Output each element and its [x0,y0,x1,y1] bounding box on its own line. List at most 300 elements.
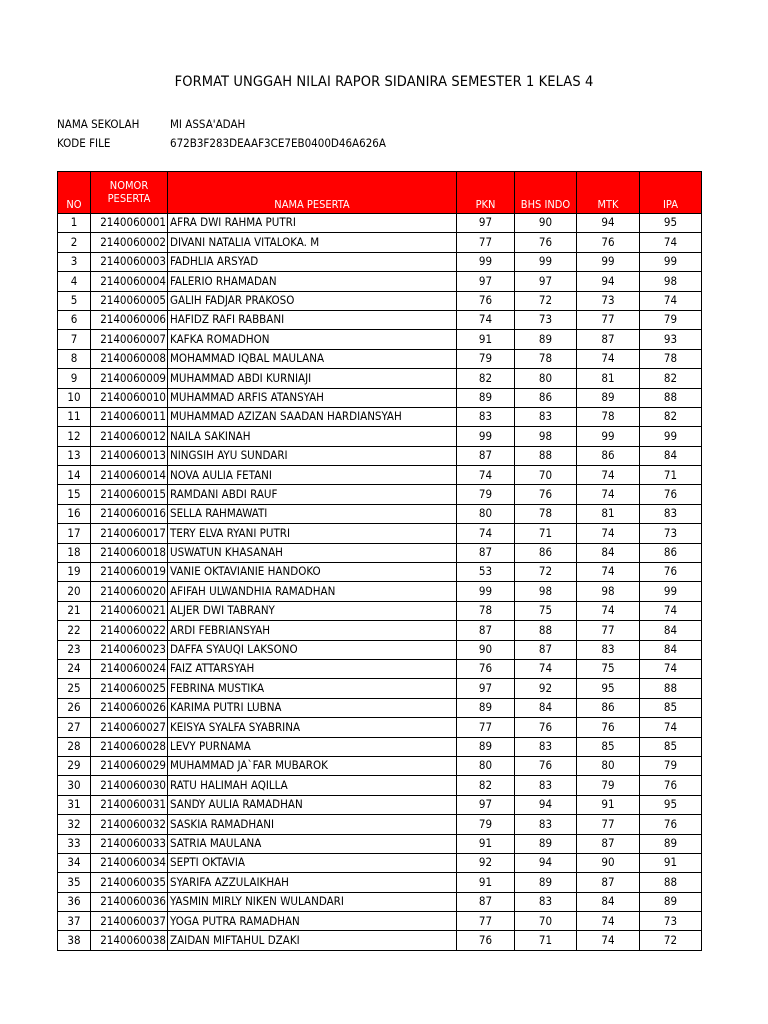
cell-mtk: 95 [577,679,640,698]
cell-pkn: 89 [457,698,515,717]
table-row [58,756,702,775]
cell-nama-peserta: MUHAMMAD ARFIS ATANSYAH [168,388,457,407]
cell-ipa: 99 [640,582,702,601]
cell-nomor-peserta: 2140060036 [91,892,168,911]
cell-ipa: 89 [640,834,702,853]
cell-mtk: 78 [577,407,640,426]
cell-no: 9 [58,369,91,388]
cell-no: 23 [58,640,91,659]
cell-nama-peserta: TERY ELVA RYANI PUTRI [168,524,457,543]
cell-nomor-peserta: 2140060031 [91,795,168,814]
cell-nomor-peserta: 2140060010 [91,388,168,407]
cell-nama-peserta: DIVANI NATALIA VITALOKA. M [168,233,457,252]
cell-pkn: 99 [457,582,515,601]
cell-no: 15 [58,485,91,504]
table-row [58,737,702,756]
cell-ipa: 93 [640,330,702,349]
cell-bhs-indo: 71 [515,931,577,950]
table-row [58,543,702,562]
cell-nama-peserta: KAFKA ROMADHON [168,330,457,349]
cell-ipa: 76 [640,485,702,504]
table-row [58,466,702,485]
table-row [58,659,702,678]
cell-pkn: 82 [457,369,515,388]
cell-nomor-peserta: 2140060004 [91,272,168,291]
cell-bhs-indo: 83 [515,776,577,795]
cell-no: 32 [58,815,91,834]
table-row [58,310,702,329]
cell-no: 38 [58,931,91,950]
cell-nomor-peserta: 2140060023 [91,640,168,659]
cell-bhs-indo: 83 [515,737,577,756]
cell-no: 16 [58,504,91,523]
cell-mtk: 91 [577,795,640,814]
cell-mtk: 80 [577,756,640,775]
cell-pkn: 87 [457,621,515,640]
cell-pkn: 79 [457,485,515,504]
cell-bhs-indo: 88 [515,446,577,465]
cell-nomor-peserta: 2140060001 [91,214,168,233]
cell-ipa: 88 [640,679,702,698]
cell-pkn: 97 [457,272,515,291]
cell-nama-peserta: LEVY PURNAMA [168,737,457,756]
cell-mtk: 77 [577,815,640,834]
cell-nama-peserta: DAFFA SYAUQI LAKSONO [168,640,457,659]
cell-mtk: 74 [577,485,640,504]
school-value: MI ASSA'ADAH [170,117,246,131]
cell-ipa: 74 [640,659,702,678]
cell-mtk: 73 [577,291,640,310]
cell-bhs-indo: 97 [515,272,577,291]
cell-nomor-peserta: 2140060025 [91,679,168,698]
table-row [58,698,702,717]
cell-no: 36 [58,892,91,911]
cell-nomor-peserta: 2140060030 [91,776,168,795]
cell-ipa: 82 [640,369,702,388]
cell-ipa: 85 [640,698,702,717]
table-row [58,582,702,601]
file-code-info [57,136,386,150]
file-code-value: 672B3F283DEAAF3CE7EB0400D46A626A [170,136,386,150]
cell-nama-peserta: FALERIO RHAMADAN [168,272,457,291]
cell-no: 33 [58,834,91,853]
cell-nomor-peserta: 2140060035 [91,873,168,892]
cell-nama-peserta: MUHAMMAD AZIZAN SAADAN HARDIANSYAH [168,407,457,426]
cell-ipa: 74 [640,718,702,737]
cell-pkn: 53 [457,563,515,582]
cell-bhs-indo: 70 [515,912,577,931]
cell-nama-peserta: ALJER DWI TABRANY [168,601,457,620]
cell-bhs-indo: 88 [515,621,577,640]
cell-mtk: 86 [577,446,640,465]
cell-bhs-indo: 89 [515,330,577,349]
table-row [58,679,702,698]
cell-bhs-indo: 86 [515,388,577,407]
cell-no: 34 [58,853,91,872]
cell-pkn: 79 [457,349,515,368]
cell-nama-peserta: RATU HALIMAH AQILLA [168,776,457,795]
cell-pkn: 89 [457,737,515,756]
cell-nomor-peserta: 2140060019 [91,563,168,582]
cell-mtk: 84 [577,543,640,562]
cell-no: 10 [58,388,91,407]
cell-ipa: 95 [640,795,702,814]
header-nomor-line1: NOMOR [109,178,149,192]
cell-nama-peserta: MUHAMMAD ABDI KURNIAJI [168,369,457,388]
cell-bhs-indo: 80 [515,369,577,388]
cell-ipa: 84 [640,446,702,465]
cell-nomor-peserta: 2140060015 [91,485,168,504]
cell-bhs-indo: 72 [515,563,577,582]
cell-ipa: 74 [640,233,702,252]
cell-bhs-indo: 94 [515,853,577,872]
cell-nama-peserta: FEBRINA MUSTIKA [168,679,457,698]
cell-pkn: 92 [457,853,515,872]
table-row [58,446,702,465]
cell-nama-peserta: SANDY AULIA RAMADHAN [168,795,457,814]
cell-pkn: 79 [457,815,515,834]
cell-pkn: 91 [457,834,515,853]
cell-pkn: 80 [457,504,515,523]
cell-nama-peserta: GALIH FADJAR PRAKOSO [168,291,457,310]
cell-ipa: 78 [640,349,702,368]
cell-pkn: 74 [457,466,515,485]
cell-mtk: 87 [577,834,640,853]
cell-no: 6 [58,310,91,329]
cell-pkn: 74 [457,310,515,329]
cell-no: 26 [58,698,91,717]
cell-ipa: 76 [640,776,702,795]
cell-ipa: 73 [640,524,702,543]
table-row [58,504,702,523]
cell-mtk: 89 [577,388,640,407]
table-row [58,621,702,640]
cell-ipa: 89 [640,892,702,911]
table-row [58,524,702,543]
cell-bhs-indo: 84 [515,698,577,717]
cell-bhs-indo: 83 [515,407,577,426]
cell-no: 13 [58,446,91,465]
cell-mtk: 74 [577,524,640,543]
cell-no: 29 [58,756,91,775]
cell-nomor-peserta: 2140060022 [91,621,168,640]
table-row [58,873,702,892]
cell-mtk: 76 [577,233,640,252]
cell-bhs-indo: 99 [515,252,577,271]
school-label: NAMA SEKOLAH [57,117,140,131]
cell-nomor-peserta: 2140060038 [91,931,168,950]
table-row [58,601,702,620]
cell-no: 3 [58,252,91,271]
cell-bhs-indo: 75 [515,601,577,620]
page-title: FORMAT UNGGAH NILAI RAPOR SIDANIRA SEMESTER 1 KELAS 4 [174,74,594,90]
cell-nomor-peserta: 2140060012 [91,427,168,446]
cell-nama-peserta: ARDI FEBRIANSYAH [168,621,457,640]
table-row [58,272,702,291]
table-row [58,834,702,853]
cell-pkn: 77 [457,718,515,737]
cell-mtk: 77 [577,621,640,640]
cell-ipa: 79 [640,310,702,329]
cell-no: 11 [58,407,91,426]
cell-bhs-indo: 98 [515,427,577,446]
cell-bhs-indo: 70 [515,466,577,485]
cell-bhs-indo: 78 [515,504,577,523]
cell-bhs-indo: 86 [515,543,577,562]
table-row [58,407,702,426]
cell-ipa: 76 [640,815,702,834]
table-row [58,640,702,659]
table-row [58,388,702,407]
cell-ipa: 83 [640,504,702,523]
cell-bhs-indo: 94 [515,795,577,814]
cell-no: 37 [58,912,91,931]
cell-no: 8 [58,349,91,368]
cell-nomor-peserta: 2140060007 [91,330,168,349]
table-row [58,815,702,834]
cell-mtk: 99 [577,427,640,446]
cell-bhs-indo: 98 [515,582,577,601]
cell-ipa: 86 [640,543,702,562]
cell-ipa: 72 [640,931,702,950]
cell-bhs-indo: 72 [515,291,577,310]
cell-nomor-peserta: 2140060024 [91,659,168,678]
cell-nomor-peserta: 2140060017 [91,524,168,543]
cell-nama-peserta: ZAIDAN MIFTAHUL DZAKI [168,931,457,950]
table-row [58,349,702,368]
cell-ipa: 76 [640,563,702,582]
cell-mtk: 85 [577,737,640,756]
cell-ipa: 99 [640,427,702,446]
table-row [58,718,702,737]
cell-no: 12 [58,427,91,446]
table-row [58,485,702,504]
cell-mtk: 87 [577,873,640,892]
cell-nomor-peserta: 2140060026 [91,698,168,717]
school-info [57,117,245,131]
cell-nomor-peserta: 2140060037 [91,912,168,931]
cell-mtk: 74 [577,563,640,582]
cell-no: 14 [58,466,91,485]
header-nama-peserta: NAMA PESERTA [168,172,457,214]
table-row [58,330,702,349]
cell-nomor-peserta: 2140060006 [91,310,168,329]
cell-pkn: 76 [457,931,515,950]
cell-no: 27 [58,718,91,737]
cell-nama-peserta: RAMDANI ABDI RAUF [168,485,457,504]
cell-ipa: 95 [640,214,702,233]
cell-pkn: 87 [457,446,515,465]
cell-mtk: 75 [577,659,640,678]
grades-table [57,171,702,951]
cell-pkn: 76 [457,659,515,678]
cell-nama-peserta: MOHAMMAD IQBAL MAULANA [168,349,457,368]
cell-mtk: 74 [577,466,640,485]
cell-pkn: 99 [457,427,515,446]
cell-nama-peserta: NINGSIH AYU SUNDARI [168,446,457,465]
table-row [58,892,702,911]
cell-mtk: 86 [577,698,640,717]
table-row [58,853,702,872]
cell-mtk: 94 [577,214,640,233]
cell-bhs-indo: 76 [515,485,577,504]
cell-nama-peserta: HAFIDZ RAFI RABBANI [168,310,457,329]
cell-nomor-peserta: 2140060016 [91,504,168,523]
cell-no: 1 [58,214,91,233]
cell-nomor-peserta: 2140060021 [91,601,168,620]
cell-bhs-indo: 76 [515,756,577,775]
cell-ipa: 84 [640,640,702,659]
cell-ipa: 84 [640,621,702,640]
cell-no: 2 [58,233,91,252]
cell-nomor-peserta: 2140060033 [91,834,168,853]
cell-nama-peserta: USWATUN KHASANAH [168,543,457,562]
cell-nama-peserta: AFRA DWI RAHMA PUTRI [168,214,457,233]
cell-bhs-indo: 78 [515,349,577,368]
cell-bhs-indo: 83 [515,815,577,834]
table-row [58,795,702,814]
cell-no: 20 [58,582,91,601]
cell-pkn: 76 [457,291,515,310]
cell-pkn: 97 [457,214,515,233]
cell-bhs-indo: 92 [515,679,577,698]
cell-no: 19 [58,563,91,582]
table-row [58,214,702,233]
cell-no: 18 [58,543,91,562]
cell-mtk: 83 [577,640,640,659]
cell-ipa: 71 [640,466,702,485]
header-pkn: PKN [457,172,515,214]
cell-ipa: 98 [640,272,702,291]
cell-pkn: 77 [457,912,515,931]
cell-mtk: 98 [577,582,640,601]
cell-bhs-indo: 74 [515,659,577,678]
cell-pkn: 99 [457,252,515,271]
cell-mtk: 81 [577,369,640,388]
cell-nama-peserta: MUHAMMAD JA`FAR MUBAROK [168,756,457,775]
cell-pkn: 87 [457,892,515,911]
cell-pkn: 83 [457,407,515,426]
cell-ipa: 85 [640,737,702,756]
table-row [58,776,702,795]
cell-mtk: 87 [577,330,640,349]
table-row [58,427,702,446]
cell-nomor-peserta: 2140060018 [91,543,168,562]
cell-ipa: 82 [640,407,702,426]
cell-nomor-peserta: 2140060028 [91,737,168,756]
table-row [58,369,702,388]
cell-bhs-indo: 76 [515,233,577,252]
cell-pkn: 80 [457,756,515,775]
cell-nama-peserta: SYARIFA AZZULAIKHAH [168,873,457,892]
cell-no: 21 [58,601,91,620]
cell-no: 30 [58,776,91,795]
table-row [58,291,702,310]
cell-no: 22 [58,621,91,640]
table-row [58,233,702,252]
cell-mtk: 84 [577,892,640,911]
cell-bhs-indo: 89 [515,873,577,892]
cell-mtk: 76 [577,718,640,737]
cell-mtk: 74 [577,349,640,368]
cell-no: 17 [58,524,91,543]
cell-nama-peserta: VANIE OKTAVIANIE HANDOKO [168,563,457,582]
cell-ipa: 88 [640,873,702,892]
cell-no: 7 [58,330,91,349]
cell-no: 25 [58,679,91,698]
cell-mtk: 94 [577,272,640,291]
cell-mtk: 81 [577,504,640,523]
cell-nama-peserta: YASMIN MIRLY NIKEN WULANDARI [168,892,457,911]
header-no: NO [58,172,91,214]
table-row [58,563,702,582]
cell-ipa: 91 [640,853,702,872]
cell-pkn: 97 [457,679,515,698]
cell-pkn: 90 [457,640,515,659]
cell-nama-peserta: SEPTI OKTAVIA [168,853,457,872]
cell-ipa: 79 [640,756,702,775]
cell-nomor-peserta: 2140060014 [91,466,168,485]
cell-pkn: 89 [457,388,515,407]
cell-no: 35 [58,873,91,892]
cell-mtk: 74 [577,931,640,950]
cell-pkn: 97 [457,795,515,814]
cell-nomor-peserta: 2140060003 [91,252,168,271]
cell-ipa: 74 [640,601,702,620]
header-ipa: IPA [640,172,702,214]
cell-mtk: 74 [577,601,640,620]
cell-no: 4 [58,272,91,291]
cell-nama-peserta: SATRIA MAULANA [168,834,457,853]
cell-nomor-peserta: 2140060002 [91,233,168,252]
cell-nama-peserta: FAIZ ATTARSYAH [168,659,457,678]
cell-nama-peserta: FADHLIA ARSYAD [168,252,457,271]
cell-nama-peserta: KEISYA SYALFA SYABRINA [168,718,457,737]
cell-pkn: 91 [457,330,515,349]
cell-bhs-indo: 73 [515,310,577,329]
cell-bhs-indo: 71 [515,524,577,543]
table-row [58,252,702,271]
cell-nomor-peserta: 2140060020 [91,582,168,601]
cell-nama-peserta: KARIMA PUTRI LUBNA [168,698,457,717]
cell-bhs-indo: 76 [515,718,577,737]
table-row [58,912,702,931]
cell-pkn: 91 [457,873,515,892]
cell-nomor-peserta: 2140060005 [91,291,168,310]
cell-nomor-peserta: 2140060013 [91,446,168,465]
cell-no: 28 [58,737,91,756]
cell-pkn: 74 [457,524,515,543]
header-bhs-indo: BHS INDO [515,172,577,214]
cell-nama-peserta: SASKIA RAMADHANI [168,815,457,834]
cell-ipa: 74 [640,291,702,310]
cell-no: 31 [58,795,91,814]
cell-ipa: 99 [640,252,702,271]
cell-bhs-indo: 87 [515,640,577,659]
cell-bhs-indo: 90 [515,214,577,233]
cell-bhs-indo: 89 [515,834,577,853]
cell-nama-peserta: AFIFAH ULWANDHIA RAMADHAN [168,582,457,601]
cell-nomor-peserta: 2140060011 [91,407,168,426]
cell-nomor-peserta: 2140060009 [91,369,168,388]
cell-no: 24 [58,659,91,678]
header-mtk: MTK [577,172,640,214]
cell-mtk: 79 [577,776,640,795]
table-header-row [58,172,702,214]
cell-nomor-peserta: 2140060034 [91,853,168,872]
cell-mtk: 90 [577,853,640,872]
cell-nama-peserta: YOGA PUTRA RAMADHAN [168,912,457,931]
